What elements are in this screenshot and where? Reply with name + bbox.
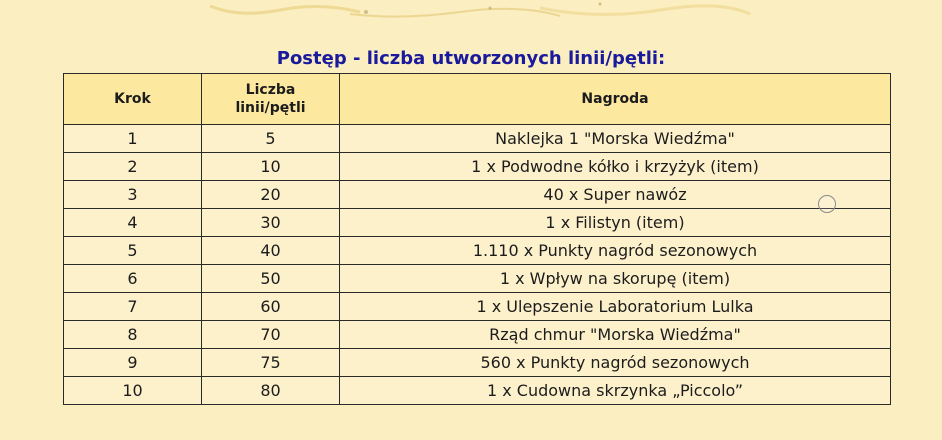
reward-cell: 1 x Cudowna skrzynka „Piccolo” [340,377,891,405]
step-cell: 3 [64,181,202,209]
table-header-row [64,74,891,125]
table-row [64,153,891,181]
count-cell: 10 [202,153,340,181]
count-cell: 20 [202,181,340,209]
rewards-table [63,73,891,405]
count-cell: 5 [202,125,340,153]
table-row [64,237,891,265]
count-cell: 80 [202,377,340,405]
reward-cell: 560 x Punkty nagród sezonowych [340,349,891,377]
reward-cell: Rząd chmur "Morska Wiedźma" [340,321,891,349]
step-cell: 10 [64,377,202,405]
table-row [64,265,891,293]
reward-cell: Naklejka 1 "Morska Wiedźma" [340,125,891,153]
reward-cell: 1.110 x Punkty nagród sezonowych [340,237,891,265]
step-cell: 5 [64,237,202,265]
count-cell: 60 [202,293,340,321]
header-step: Krok [64,74,202,125]
count-cell: 70 [202,321,340,349]
count-cell: 75 [202,349,340,377]
table-row [64,377,891,405]
step-cell: 6 [64,265,202,293]
step-cell: 4 [64,209,202,237]
table-row [64,125,891,153]
page-title: Postęp - liczba utworzonych linii/pętli: [276,48,666,69]
header-count-line2: linii/pętli [235,100,306,116]
count-cell: 50 [202,265,340,293]
step-cell: 8 [64,321,202,349]
header-reward: Nagroda [340,74,891,125]
reward-cell: 1 x Filistyn (item) [340,209,891,237]
count-cell: 30 [202,209,340,237]
header-count [202,74,340,125]
cursor-indicator [818,195,836,213]
reward-cell: 1 x Ulepszenie Laboratorium Lulka [340,293,891,321]
table-row [64,181,891,209]
step-cell: 9 [64,349,202,377]
table-row [64,209,891,237]
count-cell: 40 [202,237,340,265]
header-count-line1: Liczba [245,82,296,98]
reward-cell: 1 x Wpływ na skorupę (item) [340,265,891,293]
table-row [64,293,891,321]
step-cell: 1 [64,125,202,153]
step-cell: 2 [64,153,202,181]
reward-cell: 40 x Super nawóz [340,181,891,209]
table-row [64,321,891,349]
table-row [64,349,891,377]
top-decoration-image [200,0,760,24]
reward-cell: 1 x Podwodne kółko i krzyżyk (item) [340,153,891,181]
step-cell: 7 [64,293,202,321]
